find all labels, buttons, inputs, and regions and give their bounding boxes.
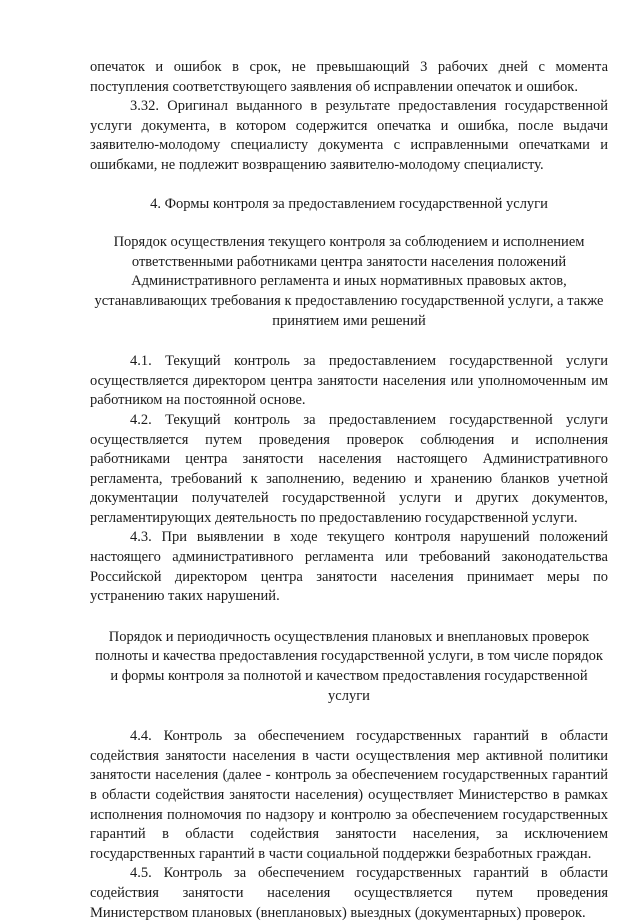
subsection-inspections-title: Порядок и периодичность осуществления плановых и внеплановых проверок полноты и качества предоставления государственной услуги, в том числе порядок и формы контроля за полнотой и качеством предоставления государственной услуги — [95, 628, 603, 704]
paragraph-4-4: 4.4. Контроль за обеспечением государственных гарантий в области содействия занятости населения в части осуществления мер активной политики занятости населения (далее - контроль за обеспечением государственных гарантий в области содействия занятости населения) осуществляет Министерство в рамках исполнения полномочия по надзору и контролю за обеспечением государственных гарантий в области содействия занятости населения, за исключением государственных гарантий в части социальной поддержки безработных граждан. — [90, 728, 608, 862]
spacer — [90, 607, 608, 628]
spacer — [90, 331, 608, 352]
paragraph-3-32: 3.32. Оригинал выданного в результате предоставления государственной услуги документа, в котором содержится опечатка и ошибка, после выдачи заявителю-молодому специалисту документа с исправленными опечатками и ошибками, не подлежит возвращению заявителю-молодому специалисту. — [90, 98, 608, 173]
paragraph-4-3: 4.3. При выявлении в ходе текущего контроля нарушений положений настоящего административного регламента или требований законодательства Российской директором центра занятости населения принимает меры по устранению таких нарушений. — [90, 529, 608, 605]
paragraph-4-1: 4.1. Текущий контроль за предоставлением государственной услуги осуществляется директором центра занятости населения или уполномоченным им работником на постоянной основе. — [90, 353, 608, 409]
spacer — [90, 176, 608, 195]
spacer — [90, 706, 608, 727]
document-page — [90, 58, 608, 923]
paragraph-continuation: опечаток и ошибок в срок, не превышающий 3 рабочих дней с момента поступления соответствующего заявления об исправлении опечаток и ошибок. — [90, 59, 608, 95]
section-4-title: 4. Формы контроля за предоставлением государственной услуги — [150, 195, 548, 212]
paragraph-4-2: 4.2. Текущий контроль за предоставлением государственной услуги осуществляется путем проведения проверок соблюдения и исполнения работниками центра занятости населения настоящего Административного регламента, требований к заполнению, ведению и хранению бланков учетной документации получателей государственной услуги и других документов, регламентирующих деятельность по предоставлению государственной услуги. — [90, 411, 608, 526]
paragraph-4-5: 4.5. Контроль за обеспечением государственных гарантий в области содействия занятости населения осуществляется путем проведения Министерством плановых (внеплановых) выездных (документарных) проверок. — [90, 865, 608, 921]
spacer — [90, 214, 608, 233]
subsection-current-control-title: Порядок осуществления текущего контроля за соблюдением и исполнением ответственными работниками центра занятости населения положений Административного регламента и иных нормативных правовых актов, устанавливающих требования к предоставлению государственной услуги, а также принятием ими решений — [94, 234, 604, 329]
